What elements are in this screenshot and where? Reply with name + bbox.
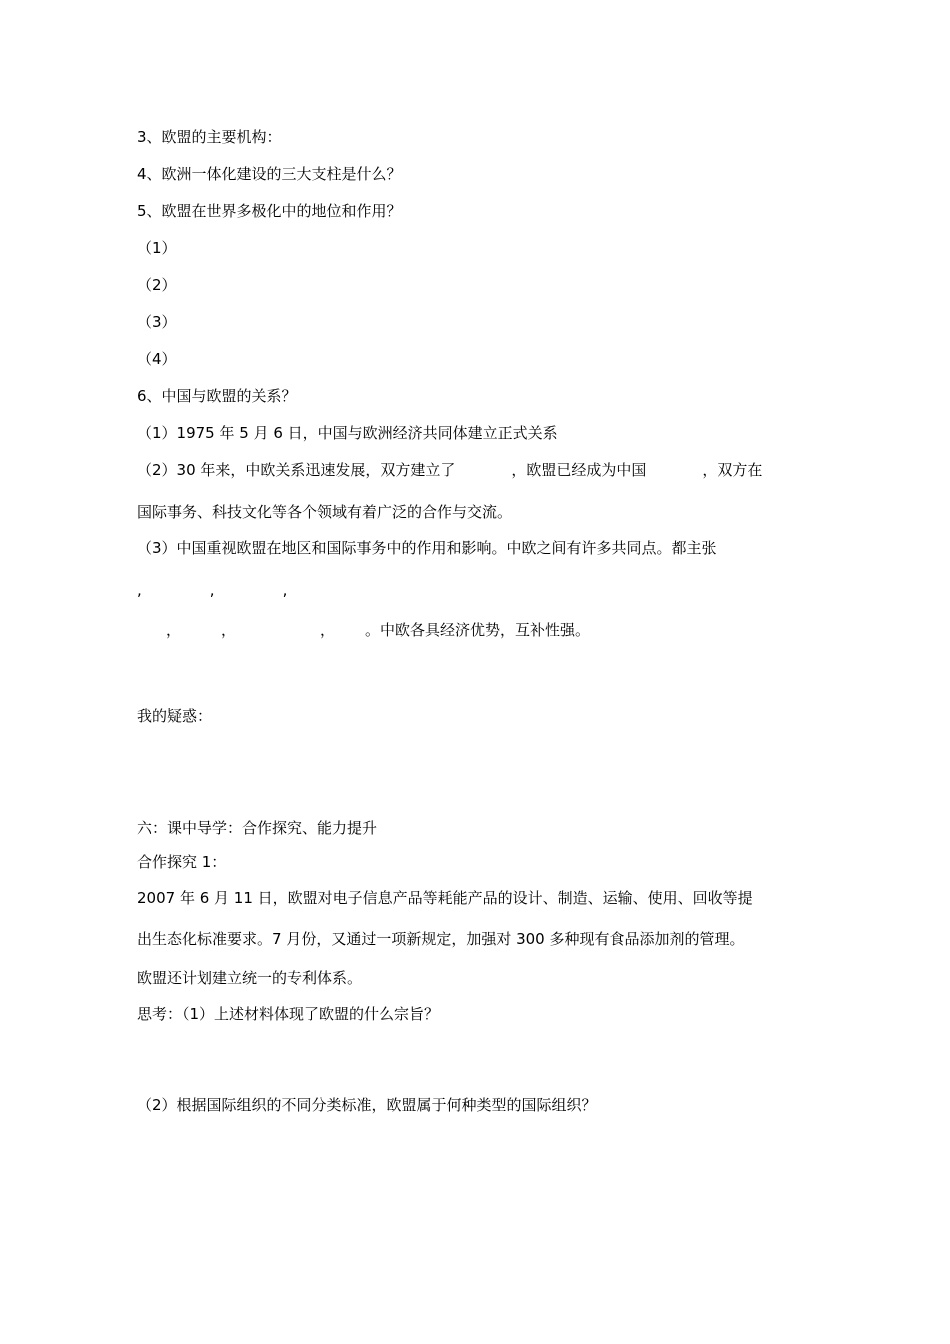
material-line-1: 2007 年 6 月 11 日，欧盟对电子信息产品等耗能产品的设计、制造、运输、使用、回收等提 <box>137 889 753 907</box>
point-2-text-b: ，欧盟已经成为中国 <box>511 461 647 479</box>
question-4: 4、欧洲一体化建设的三大支柱是什么？ <box>137 165 402 183</box>
question-5-item-4: （4） <box>137 350 177 368</box>
question-3: 3、欧盟的主要机构： <box>137 128 282 146</box>
think-question-2: （2）根据国际组织的不同分类标准，欧盟属于何种类型的国际组织？ <box>137 1096 597 1114</box>
blank-comma: ， <box>320 621 336 639</box>
question-6-point-3-blanks <box>137 580 287 600</box>
blank-comma: , <box>137 581 142 599</box>
question-5-item-1: （1） <box>137 239 177 257</box>
question-5-item-2: （2） <box>137 276 177 294</box>
explore-1-heading: 合作探究 1： <box>137 853 227 871</box>
my-doubts-label: 我的疑惑： <box>137 707 213 725</box>
question-6-point-3-end <box>166 620 590 640</box>
material-line-2: 出生态化标准要求。7 月份，又通过一项新规定，加强对 300 多种现有食品添加剂的管理。 <box>137 930 745 948</box>
question-6-point-1: （1）1975 年 5 月 6 日，中国与欧洲经济共同体建立正式关系 <box>137 424 558 442</box>
think-question-1: 思考：（1）上述材料体现了欧盟的什么宗旨？ <box>137 1005 440 1023</box>
point-3-end-text: 。中欧各具经济优势，互补性强。 <box>365 621 591 639</box>
point-2-text-a: （2）30 年来，中欧关系迅速发展，双方建立了 <box>137 461 456 479</box>
material-line-3: 欧盟还计划建立统一的专利体系。 <box>137 969 363 987</box>
question-6-point-2 <box>137 460 762 480</box>
section-6-heading: 六：课中导学：合作探究、能力提升 <box>137 819 378 837</box>
question-5: 5、欧盟在世界多极化中的地位和作用？ <box>137 202 402 220</box>
point-2-text-c: ，双方在 <box>702 461 763 479</box>
question-5-item-3: （3） <box>137 313 177 331</box>
question-6-point-3: （3）中国重视欧盟在地区和国际事务中的作用和影响。中欧之间有许多共同点。都主张 <box>137 539 717 557</box>
question-6-point-2-cont: 国际事务、科技文化等各个领域有着广泛的合作与交流。 <box>137 503 513 521</box>
blank-comma: ， <box>166 621 182 639</box>
blank-comma: , <box>209 581 215 599</box>
blank-comma: , <box>282 581 288 599</box>
blank-comma: ， <box>221 621 237 639</box>
question-6: 6、中国与欧盟的关系？ <box>137 387 297 405</box>
